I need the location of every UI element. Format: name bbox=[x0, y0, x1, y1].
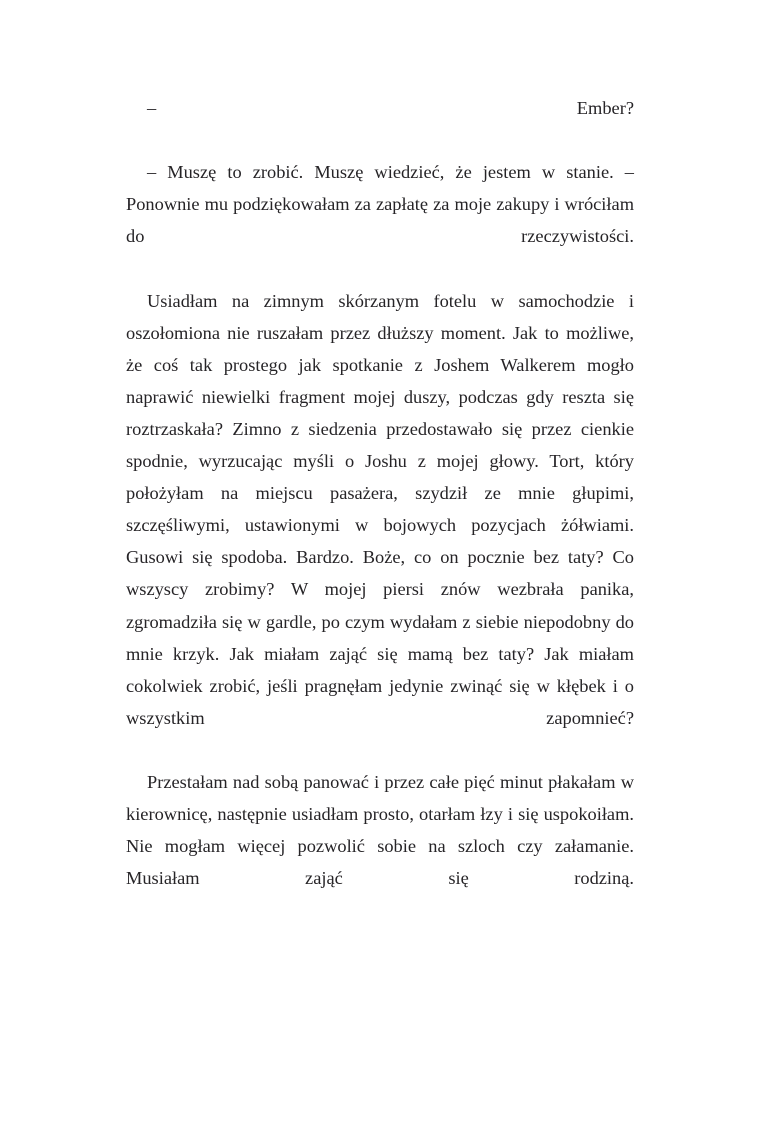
paragraph-narrative-1: Usiadłam na zimnym skórzanym fotelu w samochodzie i oszołomiona nie ruszałam przez dłuższy moment. Jak to możliwe, że coś tak prostego jak spotkanie z Joshem Walkerem mogło naprawić niewielki fragment mojej duszy, podczas gdy reszta się roztrzaskała? Zimno z siedzenia przedostawało się przez cienkie spodnie, wyrzucając myśli o Joshu z mojej głowy. Tort, który położyłam na miejscu pasażera, szydził ze mnie głupimi, szczęśliwymi, ustawionymi w bojowych pozycjach żółwiami. Gusowi się spodoba. Bardzo. Boże, co on pocznie bez taty? Co wszyscy zrobimy? W mojej piersi znów wezbrała panika, zgromadziła się w gardle, po czym wydałam z siebie niepodobny do mnie krzyk. Jak miałam zająć się mamą bez taty? Jak miałam cokolwiek zrobić, jeśli pragnęłam jedynie zwinąć się w kłębek i o wszystkim zapomnieć? bbox=[126, 290, 634, 728]
page-text-block bbox=[126, 92, 634, 926]
paragraph-dialogue-2: – Muszę to zrobić. Muszę wiedzieć, że jestem w stanie. – Ponownie mu podziękowałam za zapłatę za moje zakupy i wróciłam do rzeczywistości. bbox=[126, 162, 634, 247]
paragraph-narrative-2: Przestałam nad sobą panować i przez całe pięć minut płakałam w kierownicę, następnie usiadłam prosto, otarłam łzy i się uspokoiłam. Nie mogłam więcej pozwolić sobie na szloch czy załamanie. Musiałam zająć się rodziną. bbox=[126, 771, 634, 889]
paragraph-dialogue-1: – Ember? bbox=[147, 98, 634, 118]
